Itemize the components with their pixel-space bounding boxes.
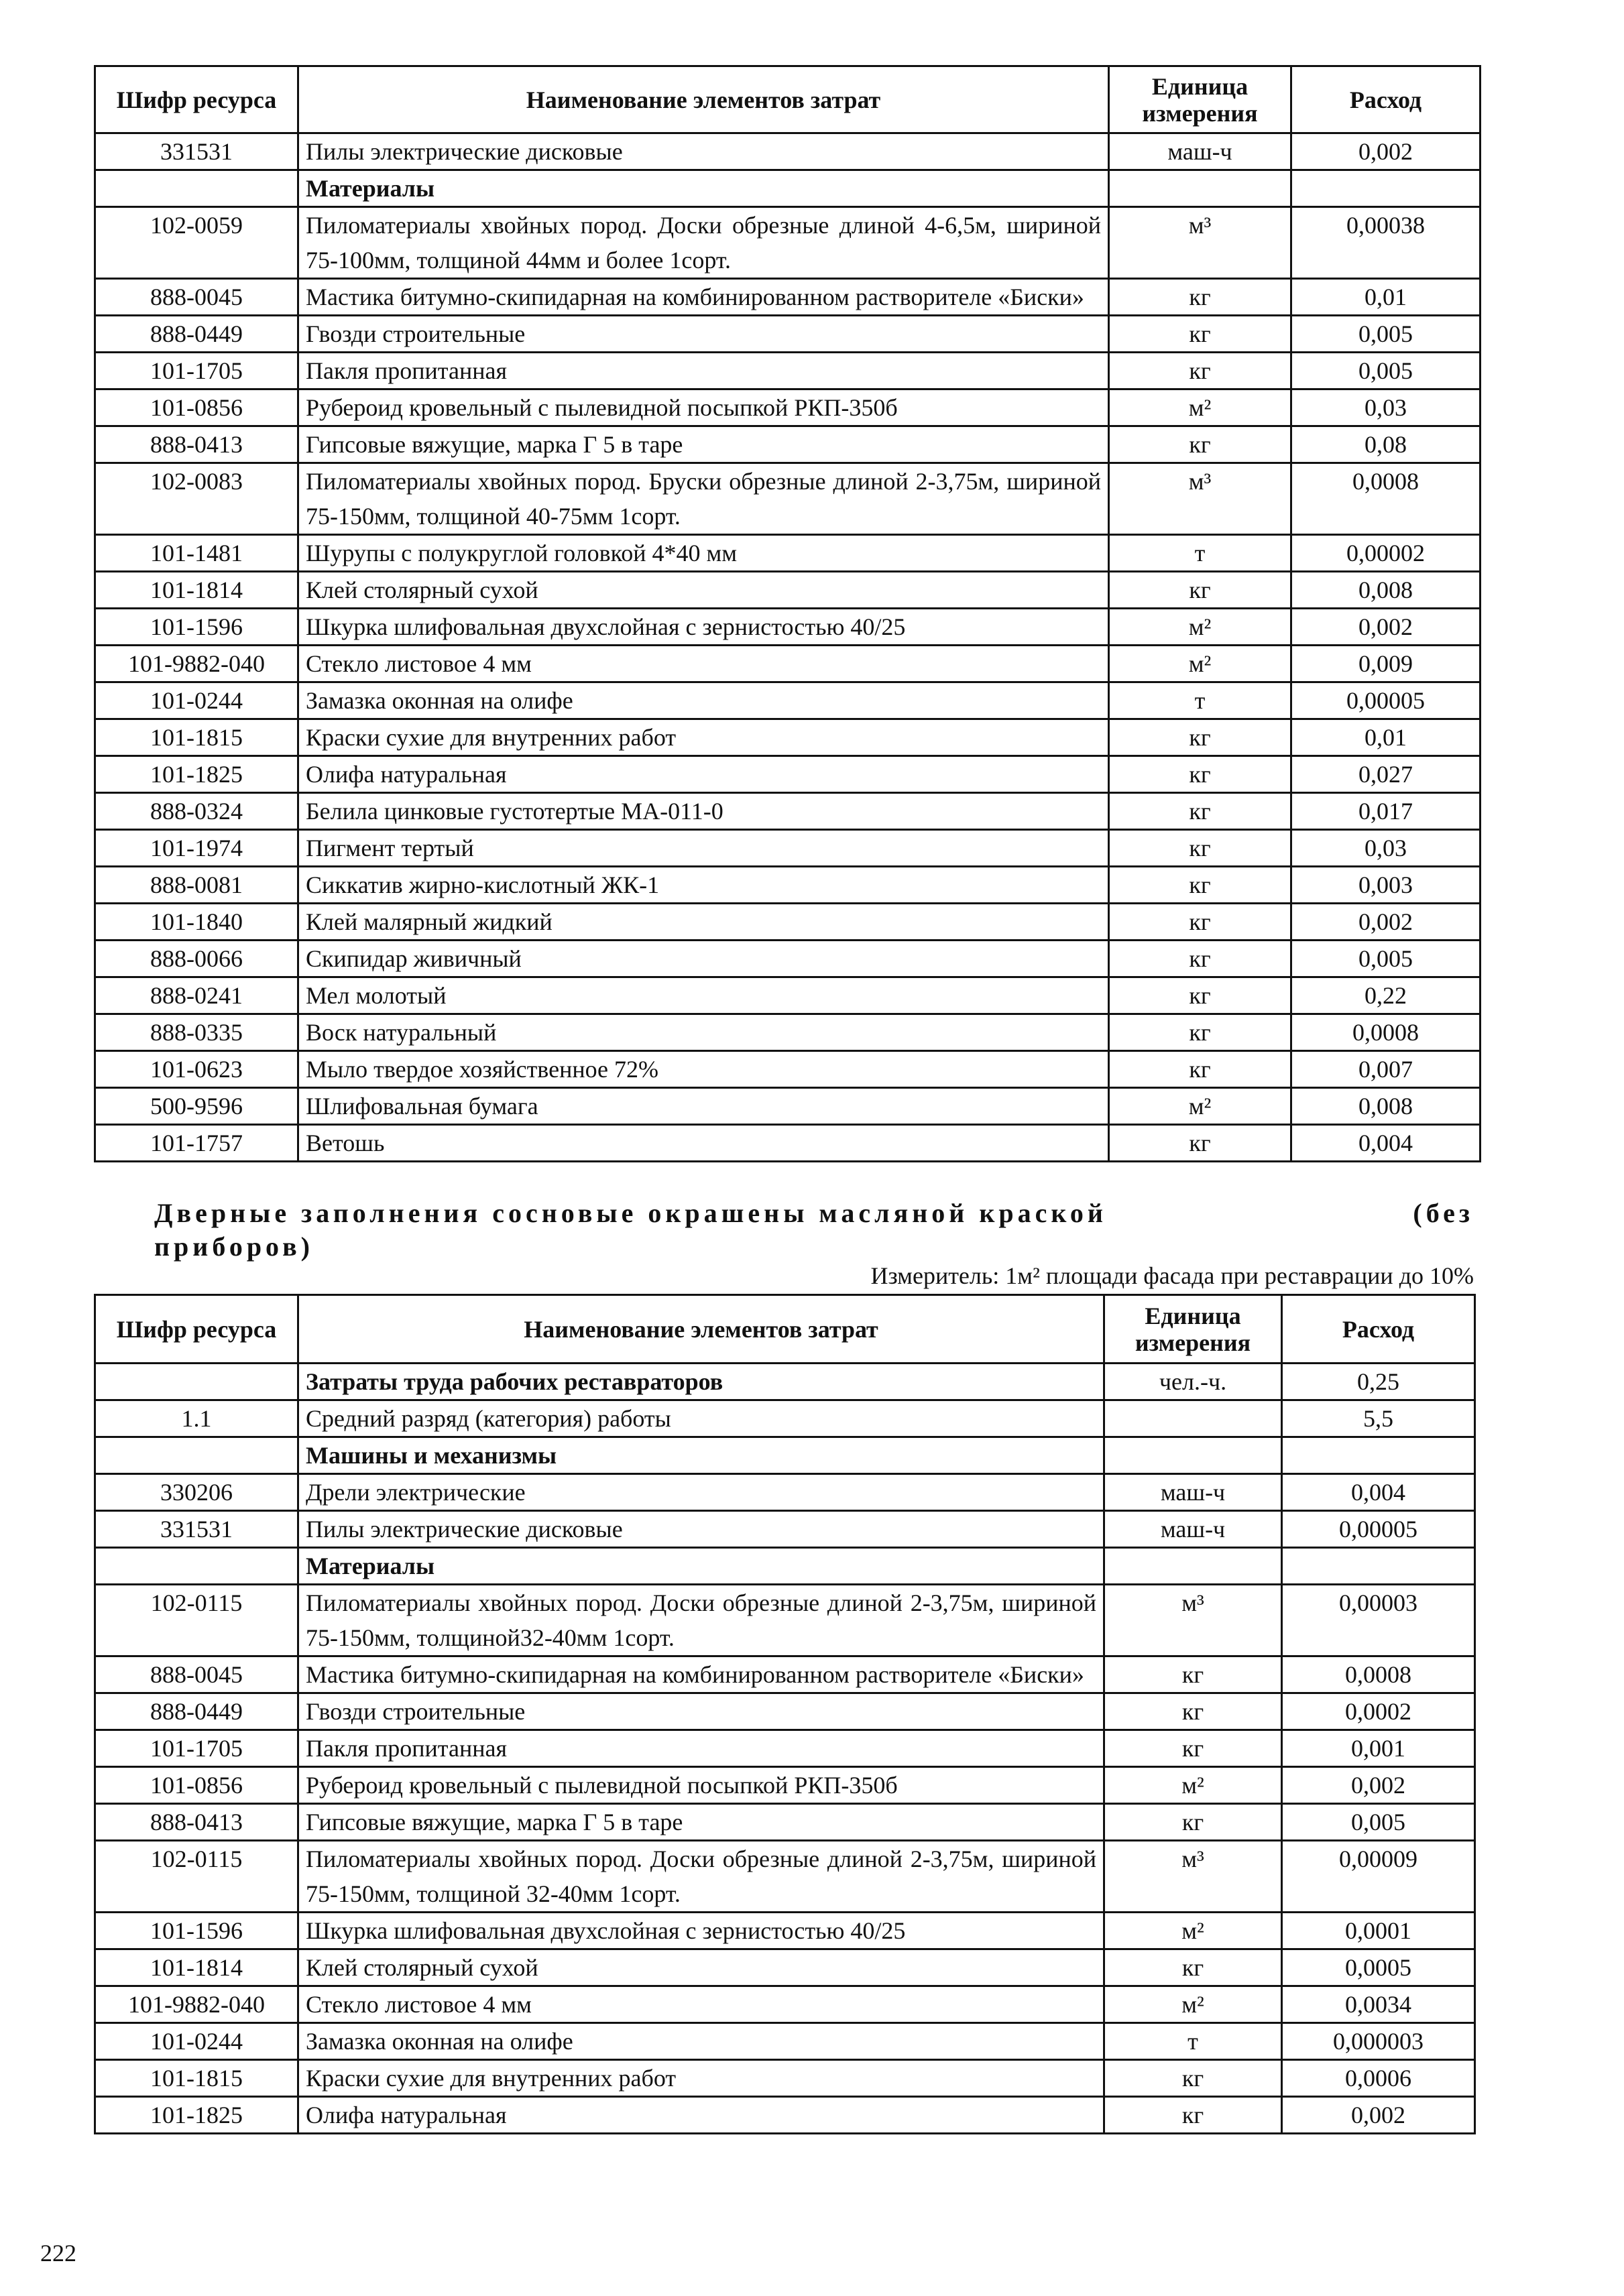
name-cell: Мел молотый (298, 977, 1109, 1014)
qty-cell: 0,0008 (1291, 1014, 1481, 1051)
code-cell: 888-0324 (95, 793, 298, 830)
name-cell: Шлифовальная бумага (298, 1088, 1109, 1125)
name-cell: Замазка оконная на олифе (298, 682, 1109, 719)
code-cell: 102-0115 (95, 1841, 298, 1913)
name-cell: Шкурка шлифовальная двухслойная с зернистостью 40/25 (298, 609, 1109, 646)
qty-cell: 0,003 (1291, 867, 1481, 904)
name-cell: Пилы электрические дисковые (298, 1511, 1104, 1548)
table-row (95, 572, 1481, 609)
qty-cell: 0,01 (1291, 719, 1481, 756)
name-cell: Пиломатериалы хвойных пород. Бруски обрезные длиной 2-3,75м, шириной 75-150мм, толщиной 40-75мм 1сорт. (298, 463, 1109, 535)
code-cell: 101-0856 (95, 1767, 298, 1804)
code-cell: 101-1814 (95, 1949, 298, 1986)
qty-cell: 0,0005 (1282, 1949, 1475, 1986)
name-cell: Клей малярный жидкий (298, 904, 1109, 941)
code-cell: 101-9882-040 (95, 646, 298, 682)
code-cell: 102-0083 (95, 463, 298, 535)
table-row (95, 830, 1481, 867)
unit-cell: кг (1109, 279, 1291, 316)
code-cell: 102-0115 (95, 1585, 298, 1656)
name-cell: Пиломатериалы хвойных пород. Доски обрезные длиной 2-3,75м, шириной 75-150мм, толщиной32-40мм 1сорт. (298, 1585, 1104, 1656)
code-cell (95, 1437, 298, 1474)
header-name: Наименование элементов затрат (298, 1295, 1104, 1364)
name-cell: Пилы электрические дисковые (298, 133, 1109, 170)
qty-cell: 0,00038 (1291, 207, 1481, 279)
unit-cell: маш-ч (1104, 1474, 1282, 1511)
table-row (95, 1364, 1475, 1400)
unit-cell: т (1109, 535, 1291, 572)
name-cell: Мастика битумно-скипидарная на комбинированном растворителе «Биски» (298, 279, 1109, 316)
unit-cell: кг (1104, 1804, 1282, 1841)
qty-cell: 0,005 (1291, 941, 1481, 977)
table-row (95, 316, 1481, 353)
code-cell (95, 170, 298, 207)
table-row (95, 1400, 1475, 1437)
unit-cell: м³ (1104, 1585, 1282, 1656)
section-row (95, 1437, 1475, 1474)
name-cell: Пигмент тертый (298, 830, 1109, 867)
qty-cell: 0,08 (1291, 426, 1481, 463)
code-cell: 101-1825 (95, 756, 298, 793)
qty-cell: 0,03 (1291, 389, 1481, 426)
table-row (95, 2097, 1475, 2134)
name-cell: Пиломатериалы хвойных пород. Доски обрезные длиной 2-3,75м, шириной 75-150мм, толщиной 32-40мм 1сорт. (298, 1841, 1104, 1913)
qty-cell (1291, 170, 1481, 207)
section-label: Материалы (298, 170, 1109, 207)
resource-table-1 (94, 65, 1481, 1162)
unit-cell: м³ (1109, 463, 1291, 535)
qty-cell: 0,009 (1291, 646, 1481, 682)
table-row (95, 682, 1481, 719)
name-cell: Гвозди строительные (298, 316, 1109, 353)
qty-cell: 0,00005 (1282, 1511, 1475, 1548)
unit-cell: м² (1109, 389, 1291, 426)
section-row (95, 170, 1481, 207)
qty-cell: 0,22 (1291, 977, 1481, 1014)
unit-cell: кг (1104, 1693, 1282, 1730)
header-code: Шифр ресурса (95, 66, 298, 133)
qty-cell: 0,004 (1291, 1125, 1481, 1162)
table-row (95, 2023, 1475, 2060)
code-cell: 888-0066 (95, 941, 298, 977)
unit-cell: кг (1109, 572, 1291, 609)
table-row (95, 1474, 1475, 1511)
unit-cell: м² (1109, 1088, 1291, 1125)
code-cell: 101-1840 (95, 904, 298, 941)
unit-cell: м² (1109, 646, 1291, 682)
header-qty: Расход (1282, 1295, 1475, 1364)
code-cell: 331531 (95, 133, 298, 170)
unit-cell: кг (1109, 756, 1291, 793)
table-row (95, 207, 1481, 279)
unit-cell: кг (1109, 1051, 1291, 1088)
unit-cell: кг (1104, 1730, 1282, 1767)
name-cell: Воск натуральный (298, 1014, 1109, 1051)
section-label: Материалы (298, 1548, 1104, 1585)
table-row (95, 867, 1481, 904)
unit-cell (1109, 170, 1291, 207)
table-row (95, 1730, 1475, 1767)
unit-cell (1104, 1548, 1282, 1585)
qty-cell (1282, 1437, 1475, 1474)
code-cell (95, 1364, 298, 1400)
qty-cell: 0,007 (1291, 1051, 1481, 1088)
code-cell: 101-1705 (95, 1730, 298, 1767)
unit-cell: м³ (1109, 207, 1291, 279)
code-cell: 101-1757 (95, 1125, 298, 1162)
qty-cell: 0,004 (1282, 1474, 1475, 1511)
section-title-paren: (без (1413, 1198, 1474, 1228)
unit-cell: кг (1109, 353, 1291, 389)
table-row (95, 1949, 1475, 1986)
qty-cell: 0,25 (1282, 1364, 1475, 1400)
name-cell: Стекло листовое 4 мм (298, 646, 1109, 682)
unit-cell: кг (1109, 426, 1291, 463)
name-cell: Белила цинковые густотертые МА-011-0 (298, 793, 1109, 830)
qty-cell: 0,002 (1291, 904, 1481, 941)
code-cell: 101-1974 (95, 830, 298, 867)
code-cell: 888-0335 (95, 1014, 298, 1051)
name-cell: Мастика битумно-скипидарная на комбинированном растворителе «Биски» (298, 1656, 1104, 1693)
name-cell: Замазка оконная на олифе (298, 2023, 1104, 2060)
table-row (95, 793, 1481, 830)
table-row (95, 977, 1481, 1014)
code-cell: 101-1596 (95, 1913, 298, 1949)
unit-cell: т (1104, 2023, 1282, 2060)
table-row (95, 941, 1481, 977)
unit-cell: м² (1104, 1913, 1282, 1949)
code-cell: 101-1596 (95, 609, 298, 646)
measure-unit-note: Измеритель: 1м² площади фасада при реставрации до 10% (870, 1262, 1474, 1289)
table-row (95, 1014, 1481, 1051)
table-row (95, 353, 1481, 389)
qty-cell: 5,5 (1282, 1400, 1475, 1437)
table-row (95, 1051, 1481, 1088)
unit-cell: м³ (1104, 1841, 1282, 1913)
table-row (95, 1585, 1475, 1656)
qty-cell: 0,01 (1291, 279, 1481, 316)
qty-cell: 0,0006 (1282, 2060, 1475, 2097)
unit-cell (1104, 1437, 1282, 1474)
table-row (95, 609, 1481, 646)
name-cell: Скипидар живичный (298, 941, 1109, 977)
name-cell: Пакля пропитанная (298, 353, 1109, 389)
name-cell: Пиломатериалы хвойных пород. Доски обрезные длиной 4-6,5м, шириной 75-100мм, толщиной 44мм и более 1сорт. (298, 207, 1109, 279)
name-cell: Рубероид кровельный с пылевидной посыпкой РКП-350б (298, 1767, 1104, 1804)
code-cell: 888-0413 (95, 426, 298, 463)
unit-cell: кг (1104, 2060, 1282, 2097)
qty-cell: 0,0001 (1282, 1913, 1475, 1949)
unit-cell: кг (1104, 1656, 1282, 1693)
table-row (95, 1913, 1475, 1949)
code-cell: 888-0449 (95, 316, 298, 353)
name-cell: Клей столярный сухой (298, 1949, 1104, 1986)
table-row (95, 719, 1481, 756)
name-cell: Сиккатив жирно-кислотный ЖК-1 (298, 867, 1109, 904)
name-cell: Гипсовые вяжущие, марка Г 5 в таре (298, 1804, 1104, 1841)
code-cell: 101-1815 (95, 719, 298, 756)
qty-cell: 0,001 (1282, 1730, 1475, 1767)
header-code: Шифр ресурса (95, 1295, 298, 1364)
table-1-body (95, 133, 1481, 1162)
table-row (95, 1656, 1475, 1693)
unit-cell (1104, 1400, 1282, 1437)
unit-cell: кг (1109, 1125, 1291, 1162)
name-cell: Дрели электрические (298, 1474, 1104, 1511)
unit-cell: кг (1109, 941, 1291, 977)
qty-cell: 0,00005 (1291, 682, 1481, 719)
name-cell: Гвозди строительные (298, 1693, 1104, 1730)
table-row (95, 904, 1481, 941)
code-cell (95, 1548, 298, 1585)
section-row (95, 1548, 1475, 1585)
qty-cell: 0,00002 (1291, 535, 1481, 572)
unit-cell: кг (1109, 867, 1291, 904)
code-cell: 101-1705 (95, 353, 298, 389)
qty-cell: 0,0008 (1291, 463, 1481, 535)
unit-cell: маш-ч (1109, 133, 1291, 170)
section-title (154, 1197, 1474, 1264)
header-unit: Единица измерения (1104, 1295, 1282, 1364)
unit-cell: кг (1104, 2097, 1282, 2134)
code-cell: 888-0045 (95, 279, 298, 316)
qty-cell: 0,000003 (1282, 2023, 1475, 2060)
qty-cell: 0,0002 (1282, 1693, 1475, 1730)
qty-cell: 0,005 (1291, 353, 1481, 389)
name-cell: Ветошь (298, 1125, 1109, 1162)
table-row (95, 1125, 1481, 1162)
table-row (95, 426, 1481, 463)
qty-cell: 0,002 (1291, 609, 1481, 646)
unit-cell: кг (1109, 316, 1291, 353)
name-cell: Краски сухие для внутренних работ (298, 719, 1109, 756)
name-cell: Клей столярный сухой (298, 572, 1109, 609)
qty-cell: 0,03 (1291, 830, 1481, 867)
unit-cell: кг (1109, 977, 1291, 1014)
table-row (95, 535, 1481, 572)
code-cell: 101-0623 (95, 1051, 298, 1088)
section-title-cont: приборов) (154, 1231, 314, 1262)
qty-cell: 0,005 (1291, 316, 1481, 353)
table-row (95, 1088, 1481, 1125)
table-row (95, 279, 1481, 316)
name-cell: Рубероид кровельный с пылевидной посыпкой РКП-350б (298, 389, 1109, 426)
table-row (95, 1511, 1475, 1548)
resource-table-2 (94, 1294, 1476, 2134)
qty-cell (1282, 1548, 1475, 1585)
code-cell: 888-0413 (95, 1804, 298, 1841)
table-row (95, 646, 1481, 682)
name-cell: Шурупы с полукруглой головкой 4*40 мм (298, 535, 1109, 572)
table-2-body (95, 1364, 1475, 2134)
table-row (95, 1693, 1475, 1730)
name-cell: Пакля пропитанная (298, 1730, 1104, 1767)
name-cell: Шкурка шлифовальная двухслойная с зернистостью 40/25 (298, 1913, 1104, 1949)
unit-cell: т (1109, 682, 1291, 719)
qty-cell: 0,002 (1282, 2097, 1475, 2134)
table-row (95, 1804, 1475, 1841)
unit-cell: м² (1104, 1986, 1282, 2023)
qty-cell: 0,017 (1291, 793, 1481, 830)
code-cell: 888-0241 (95, 977, 298, 1014)
code-cell: 330206 (95, 1474, 298, 1511)
qty-cell: 0,00009 (1282, 1841, 1475, 1913)
table-row (95, 1841, 1475, 1913)
table-row (95, 756, 1481, 793)
table-row (95, 133, 1481, 170)
code-cell: 102-0059 (95, 207, 298, 279)
qty-cell: 0,0008 (1282, 1656, 1475, 1693)
table-row (95, 1767, 1475, 1804)
name-cell: Олифа натуральная (298, 756, 1109, 793)
qty-cell: 0,008 (1291, 572, 1481, 609)
code-cell: 101-1814 (95, 572, 298, 609)
unit-cell: кг (1109, 904, 1291, 941)
code-cell: 101-1815 (95, 2060, 298, 2097)
code-cell: 101-0856 (95, 389, 298, 426)
table-row (95, 2060, 1475, 2097)
unit-cell: кг (1104, 1949, 1282, 1986)
qty-cell: 0,002 (1291, 133, 1481, 170)
name-cell: Мыло твердое хозяйственное 72% (298, 1051, 1109, 1088)
name-cell: Краски сухие для внутренних работ (298, 2060, 1104, 2097)
code-cell: 101-9882-040 (95, 1986, 298, 2023)
name-cell: Средний разряд (категория) работы (298, 1400, 1104, 1437)
code-cell: 1.1 (95, 1400, 298, 1437)
page-number: 222 (40, 2240, 76, 2267)
header-qty: Расход (1291, 66, 1481, 133)
code-cell: 888-0449 (95, 1693, 298, 1730)
header-name: Наименование элементов затрат (298, 66, 1109, 133)
code-cell: 500-9596 (95, 1088, 298, 1125)
code-cell: 101-1481 (95, 535, 298, 572)
section-title-main: Дверные заполнения сосновые окрашены масляной краской (154, 1198, 1107, 1228)
unit-cell: чел.-ч. (1104, 1364, 1282, 1400)
code-cell: 331531 (95, 1511, 298, 1548)
name-cell: Стекло листовое 4 мм (298, 1986, 1104, 2023)
name-cell: Затраты труда рабочих реставраторов (298, 1364, 1104, 1400)
unit-cell: м² (1109, 609, 1291, 646)
unit-cell: кг (1109, 793, 1291, 830)
qty-cell: 0,008 (1291, 1088, 1481, 1125)
unit-cell: кг (1109, 1014, 1291, 1051)
code-cell: 101-0244 (95, 682, 298, 719)
table-row (95, 463, 1481, 535)
section-label: Машины и механизмы (298, 1437, 1104, 1474)
qty-cell: 0,00003 (1282, 1585, 1475, 1656)
qty-cell: 0,005 (1282, 1804, 1475, 1841)
unit-cell: маш-ч (1104, 1511, 1282, 1548)
code-cell: 888-0081 (95, 867, 298, 904)
unit-cell: кг (1109, 830, 1291, 867)
code-cell: 101-1825 (95, 2097, 298, 2134)
name-cell: Олифа натуральная (298, 2097, 1104, 2134)
qty-cell: 0,002 (1282, 1767, 1475, 1804)
unit-cell: м² (1104, 1767, 1282, 1804)
qty-cell: 0,027 (1291, 756, 1481, 793)
table-row (95, 389, 1481, 426)
code-cell: 888-0045 (95, 1656, 298, 1693)
table-row (95, 1986, 1475, 2023)
header-unit: Единица измерения (1109, 66, 1291, 133)
name-cell: Гипсовые вяжущие, марка Г 5 в таре (298, 426, 1109, 463)
unit-cell: кг (1109, 719, 1291, 756)
qty-cell: 0,0034 (1282, 1986, 1475, 2023)
code-cell: 101-0244 (95, 2023, 298, 2060)
